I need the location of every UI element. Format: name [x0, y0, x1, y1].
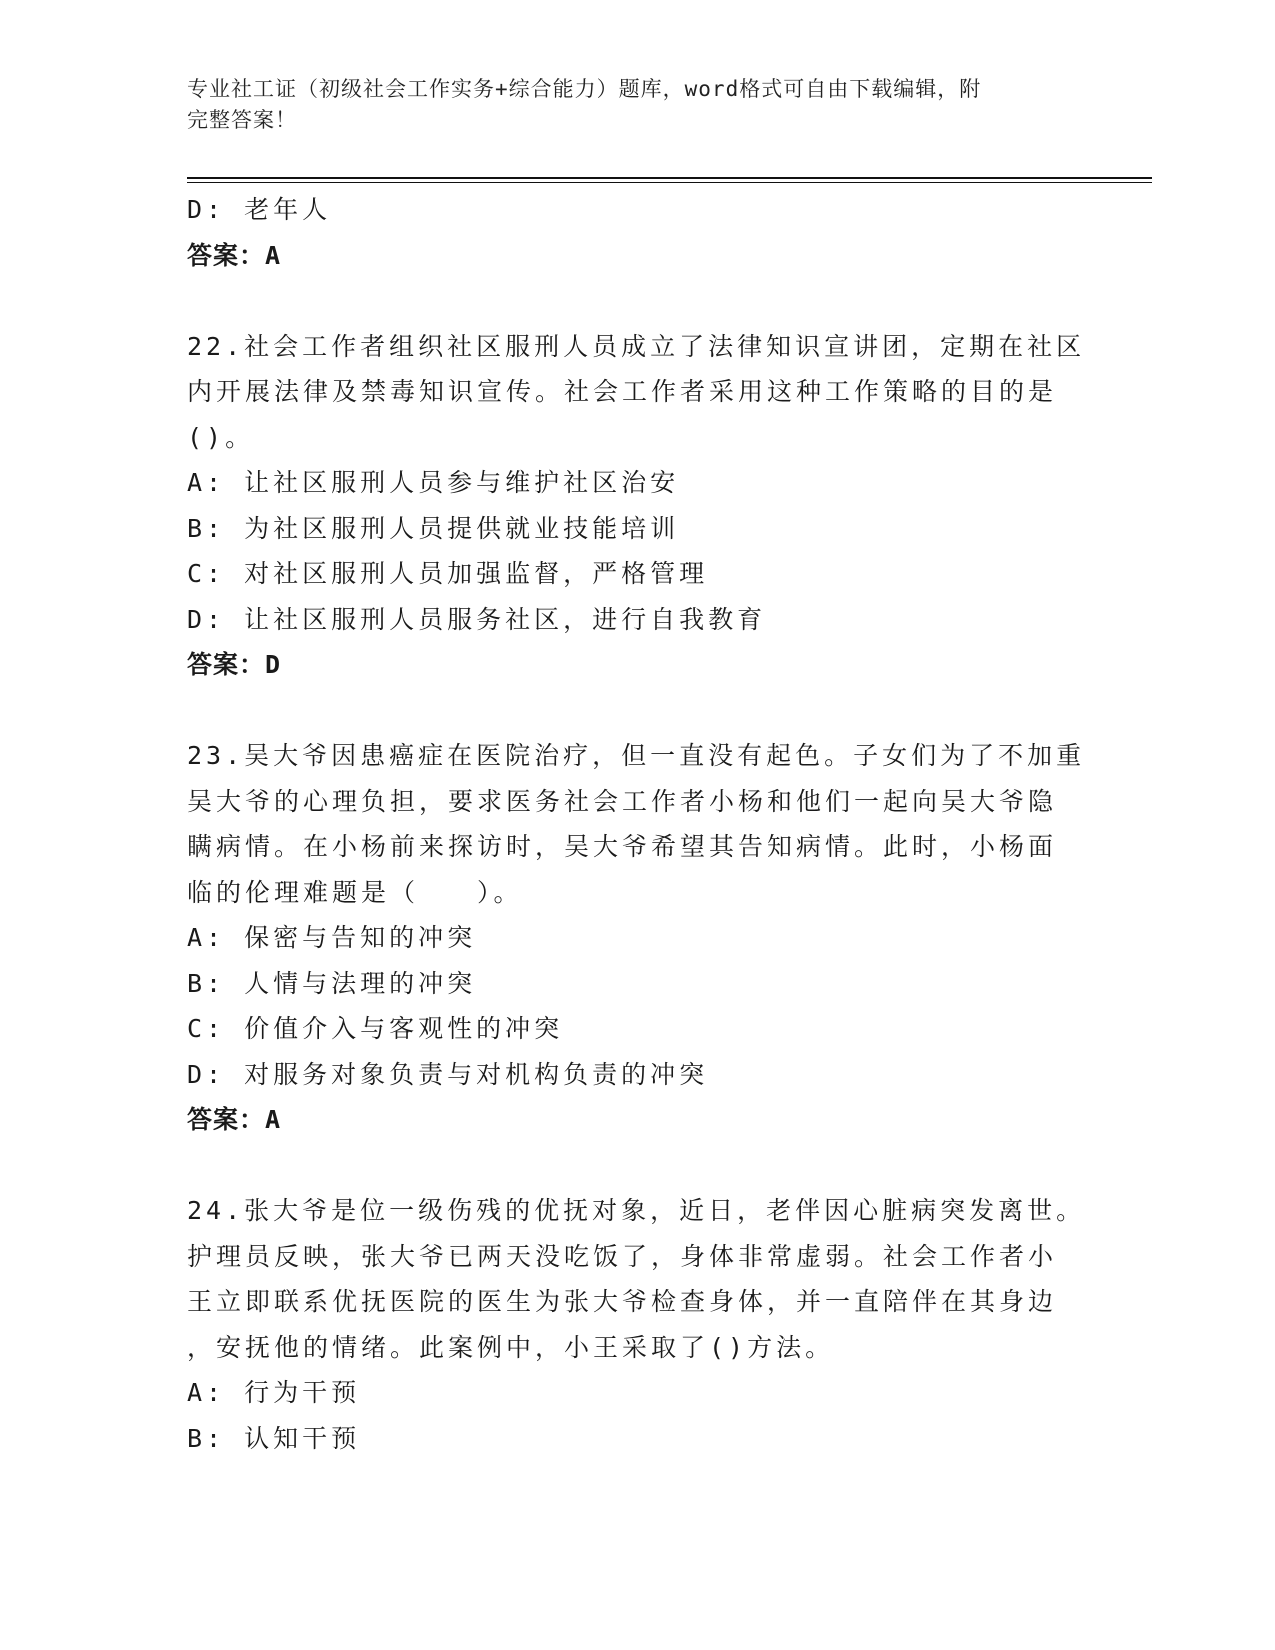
header-divider-thick — [187, 177, 1152, 179]
option-a: A: 保密与告知的冲突 — [187, 923, 477, 952]
answer-line: 答案：A — [187, 240, 282, 270]
previous-question-tail — [187, 187, 1087, 278]
option-b: B: 认知干预 — [187, 1423, 361, 1453]
question-stem-line: 护理员反映，张大爷已两天没吃饭了，身体非常虚弱。社会工作者小 — [187, 1241, 1058, 1271]
spacer — [187, 278, 1087, 324]
question-stem-line: 22.社会工作者组织社区服刑人员成立了法律知识宣讲团，定期在社区 — [187, 331, 1086, 361]
question-24 — [187, 1188, 1087, 1461]
option-a: A: 行为干预 — [187, 1378, 361, 1407]
option-d: D: 老年人 — [187, 195, 332, 224]
option-b: B: 人情与法理的冲突 — [187, 968, 477, 998]
option-c: C: 对社区服刑人员加强监督，严格管理 — [187, 559, 709, 588]
question-stem-line: ()。 — [187, 422, 255, 452]
document-header — [187, 74, 1087, 136]
question-stem-line: 吴大爷的心理负担，要求医务社会工作者小杨和他们一起向吴大爷隐 — [187, 786, 1058, 816]
spacer — [187, 688, 1087, 734]
answer-line: 答案：A — [187, 1105, 282, 1134]
question-23 — [187, 733, 1087, 1143]
question-stem-line: 临的伦理难题是（ ）。 — [187, 877, 523, 907]
option-c: C: 价值介入与客观性的冲突 — [187, 1014, 564, 1043]
option-b: B: 为社区服刑人员提供就业技能培训 — [187, 513, 680, 543]
header-divider-thin — [187, 182, 1152, 183]
question-stem-line: 王立即联系优抚医院的医生为张大爷检查身体，并一直陪伴在其身边 — [187, 1287, 1058, 1316]
option-d: D: 对服务对象负责与对机构负责的冲突 — [187, 1059, 709, 1089]
question-stem-line: 瞒病情。在小杨前来探访时，吴大爷希望其告知病情。此时，小杨面 — [187, 832, 1058, 861]
option-a: A: 让社区服刑人员参与维护社区治安 — [187, 468, 680, 497]
question-stem-line: ，安抚他的情绪。此案例中，小王采取了()方法。 — [187, 1332, 835, 1362]
question-22 — [187, 324, 1087, 688]
option-d: D: 让社区服刑人员服务社区，进行自我教育 — [187, 604, 767, 634]
spacer — [187, 1143, 1087, 1189]
question-stem-line: 24.张大爷是位一级伤残的优抚对象，近日，老伴因心脏病突发离世。 — [187, 1196, 1086, 1225]
header-line-1: 专业社工证（初级社会工作实务+综合能力）题库，word格式可自由下载编辑，附 — [187, 77, 982, 101]
header-line-2: 完整答案！ — [187, 108, 297, 132]
document-body — [187, 187, 1087, 1461]
answer-line: 答案：D — [187, 650, 282, 679]
question-stem-line: 内开展法律及禁毒知识宣传。社会工作者采用这种工作策略的目的是 — [187, 377, 1058, 406]
question-stem-line: 23.吴大爷因患癌症在医院治疗，但一直没有起色。子女们为了不加重 — [187, 741, 1086, 770]
